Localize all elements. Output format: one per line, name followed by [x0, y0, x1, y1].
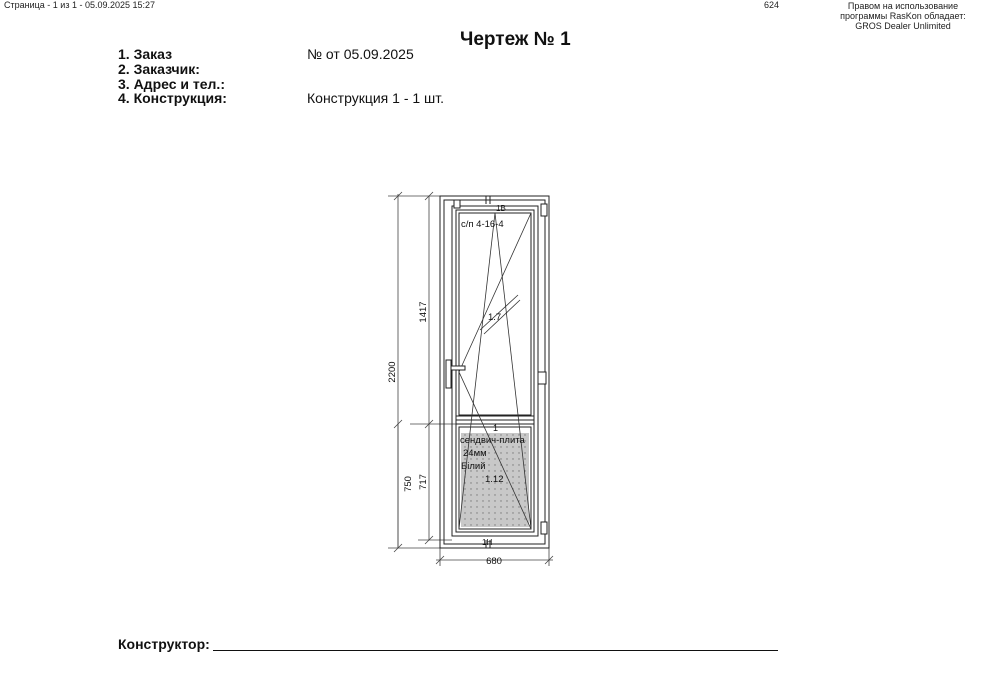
bottom-mark: 1Н: [482, 538, 493, 547]
field-construction-label: 4. Конструкция:: [118, 90, 227, 106]
license-line: программы RasKon обладает:: [840, 11, 966, 21]
dim-width: 680: [486, 556, 502, 567]
signature-line: [213, 649, 778, 651]
dim-total-height: 2200: [387, 361, 398, 383]
page-info: Страница - 1 из 1 - 05.09.2025 15:27: [4, 0, 156, 10]
license-line: GROS Dealer Unlimited: [855, 21, 951, 31]
panel-label-line: Білий: [461, 461, 486, 472]
field-address-label: 3. Адрес и тел.:: [118, 76, 225, 92]
top-mark: 1В: [496, 204, 506, 213]
divider-mark: 1: [493, 423, 499, 433]
field-order-label: 1. Заказ: [118, 46, 173, 62]
glass-number: 1.7: [488, 312, 502, 323]
dim-lower-inner: 717: [418, 474, 429, 490]
panel-label-line: сендвич-плита: [460, 435, 525, 446]
glass-label: с/п 4-16-4: [461, 219, 504, 230]
field-construction-value: Конструкция 1 - 1 шт.: [307, 90, 445, 106]
page-code: 624: [764, 0, 780, 10]
dim-lower-outer: 750: [403, 476, 414, 492]
designer-label: Конструктор:: [118, 636, 210, 652]
panel-number: 1.12: [485, 474, 504, 485]
panel-label-line: 24мм: [463, 448, 487, 459]
license-line: Правом на использование: [847, 1, 959, 11]
field-customer-label: 2. Заказчик:: [118, 61, 200, 77]
dim-upper-height: 1417: [418, 301, 429, 323]
page-title: Чертеж № 1: [460, 29, 571, 50]
field-order-value: № от 05.09.2025: [307, 46, 414, 62]
